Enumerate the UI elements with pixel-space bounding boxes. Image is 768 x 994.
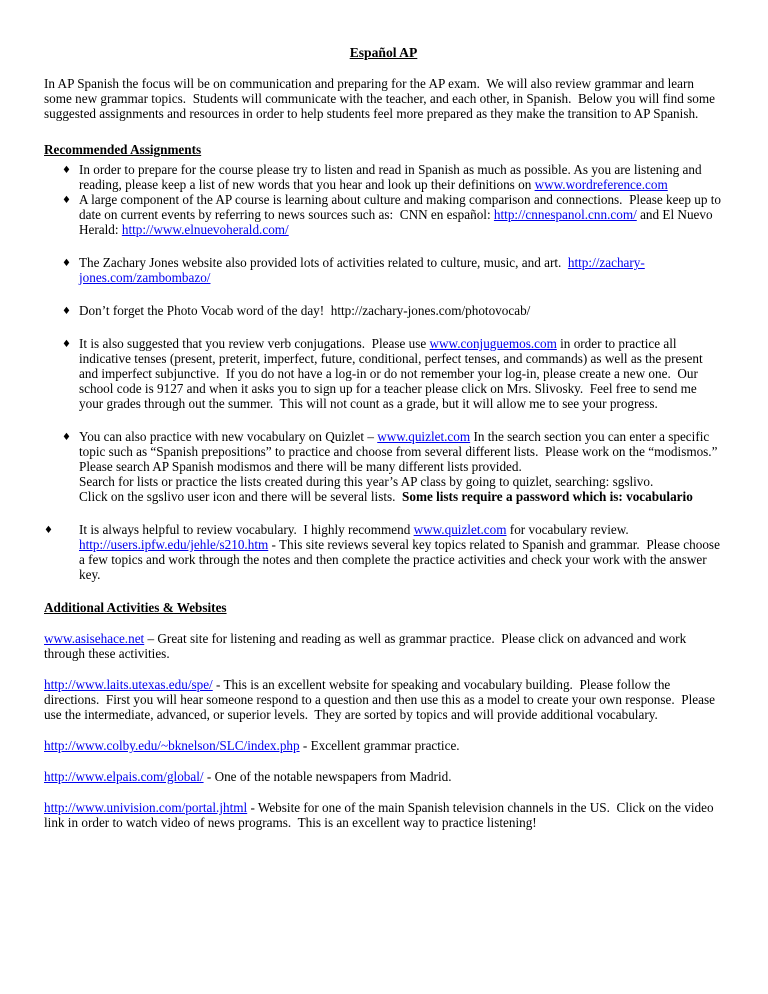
bullet-item-vocabulary-review [44,522,723,582]
bullet-item-zachary-jones [44,255,723,285]
bullet-text [79,255,723,285]
paragraph-asisehace [44,631,723,661]
bullet-text [79,522,723,582]
text-segment: - This is an excellent website for speaking and vocabulary building. Please follow the directions. First you will hear someone respond to a question and then use this as a model to create your own response. Please use the intermediate, advanced, or superior levels. They are sorted by topics and will provide additional vocabulary. [44,677,719,722]
bullet-diamond-icon: ♦ [62,165,71,176]
bullet-text [79,303,723,318]
bullet-diamond-icon: ♦ [62,339,71,350]
text-segment: Don’t forget the Photo Vocab word of the day! http://zachary-jones.com/photovocab/ [79,303,531,318]
bullet-text [79,162,723,192]
text-segment: In the search section you can enter a specific topic such as “Spanish prepositions” to practice and choose from several different lists. Please work on the “modismos.” Please search AP Spanish modismos and there will be many different lists provided. [79,429,725,474]
link-univision-portal[interactable]: http://www.univision.com/portal.jhtml [44,800,248,815]
link-laits-utexas[interactable]: http://www.laits.utexas.edu/spe/ [44,677,213,692]
bullet-diamond-icon: ♦ [62,258,71,269]
section-heading-recommended-assignments: Recommended Assignments [44,142,202,157]
paragraph-elpais [44,769,723,784]
link-quizlet[interactable]: www.quizlet.com [377,429,471,444]
bullet-text [79,336,723,411]
document-title: Español AP [349,45,418,60]
text-segment: In order to prepare for the course please try to listen and read in Spanish as much as possible. As you are listening and reading, please keep a list of new words that you hear and look up their definitions on [79,162,705,192]
bullet-item-listen-and-read [44,162,723,192]
bullet-diamond-icon: ♦ [62,195,71,206]
link-asisehace[interactable]: www.asisehace.net [44,631,145,646]
paragraph-univision [44,800,723,830]
text-segment: - Website for one of the main Spanish television channels in the US. Click on the video link in order to watch video of news programs. This is an excellent way to practice listening! [44,800,717,830]
link-colby-slc[interactable]: http://www.colby.edu/~bknelson/SLC/index.php [44,738,300,753]
password-notice-bold-text: Some lists require a password which is: vocabulario [402,489,693,504]
bullet-text [79,429,723,504]
text-segment: - This site reviews several key topics related to Spanish and grammar. Please choose a few topics and work through the notes and then complete the practice activities and check your work with the answer key. [79,537,724,582]
bullet-item-photo-vocab [44,303,723,318]
link-quizlet-review[interactable]: www.quizlet.com [413,522,507,537]
text-segment: – Great site for listening and reading as well as grammar practice. Please click on advanced and work through these activities. [44,631,690,661]
link-conjuguemos[interactable]: www.conjuguemos.com [429,336,557,351]
text-segment: - Excellent grammar practice. [299,738,460,753]
text-segment: Click on the sgslivo user icon and there will be several lists. [79,489,403,504]
bullet-diamond-icon: ♦ [44,525,53,536]
bullet-diamond-icon: ♦ [62,432,71,443]
bullet-diamond-icon: ♦ [62,306,71,317]
paragraph-laits-utexas [44,677,723,722]
text-segment: A large component of the AP course is learning about culture and making comparison and connections. Please keep up to date on current events by referring to news sources such as: CNN en español: [79,192,725,222]
text-segment: The Zachary Jones website also provided lots of activities related to culture, music, and art. [79,255,568,270]
link-wordreference[interactable]: www.wordreference.com [534,177,668,192]
text-segment: and El Nuevo Herald: [79,207,716,237]
paragraph-colby [44,738,723,753]
text-segment: Search for lists or practice the lists created during this year’s AP class by going to quizlet, searching: sgslivo. [79,474,654,489]
intro-paragraph: In AP Spanish the focus will be on communication and preparing for the AP exam. We will also review grammar and learn some new grammar topics. Students will communicate with the teacher, and each other, in Spanish. Below you will find some suggested assignments and resources in order to help students feel more prepared as they make the transition to AP Spanish. [44,76,719,121]
text-segment: - One of the notable newspapers from Madrid. [203,769,452,784]
link-zambombazo[interactable]: http://zachary-jones.com/zambombazo/ [79,255,645,285]
bullet-item-quizlet-lists [44,429,723,504]
text-segment: You can also practice with new vocabulary on Quizlet – [79,429,378,444]
bullet-item-culture-news [44,192,723,237]
link-el-nuevo-herald[interactable]: http://www.elnuevoherald.com/ [121,222,289,237]
bullet-text [79,192,723,237]
bullet-item-verb-conjugations [44,336,723,411]
text-segment: in order to practice all indicative tenses (present, preterit, imperfect, future, conditional, perfect tenses, and commands) as well as the present and imperfect subjunctive. If you do not have a log-in or do not remember your log-in, please create a new one. Our school code is 9127 and when it asks you to sign up for a teacher please click on Mrs. Slivosky. Feel free to send me your grades through out the summer. This will not count as a grade, but it will allow me to see your progress. [79,336,706,411]
text-segment: for vocabulary review. [506,522,632,537]
link-cnn-espanol[interactable]: http://cnnespanol.cnn.com/ [493,207,637,222]
text-segment: It is also suggested that you review verb conjugations. Please use [79,336,430,351]
link-ipfw-s210[interactable]: http://users.ipfw.edu/jehle/s210.htm [79,537,269,552]
text-segment: It is always helpful to review vocabulary. I highly recommend [79,522,414,537]
link-elpais-global[interactable]: http://www.elpais.com/global/ [44,769,204,784]
section-heading-additional-activities: Additional Activities & Websites [44,600,227,615]
